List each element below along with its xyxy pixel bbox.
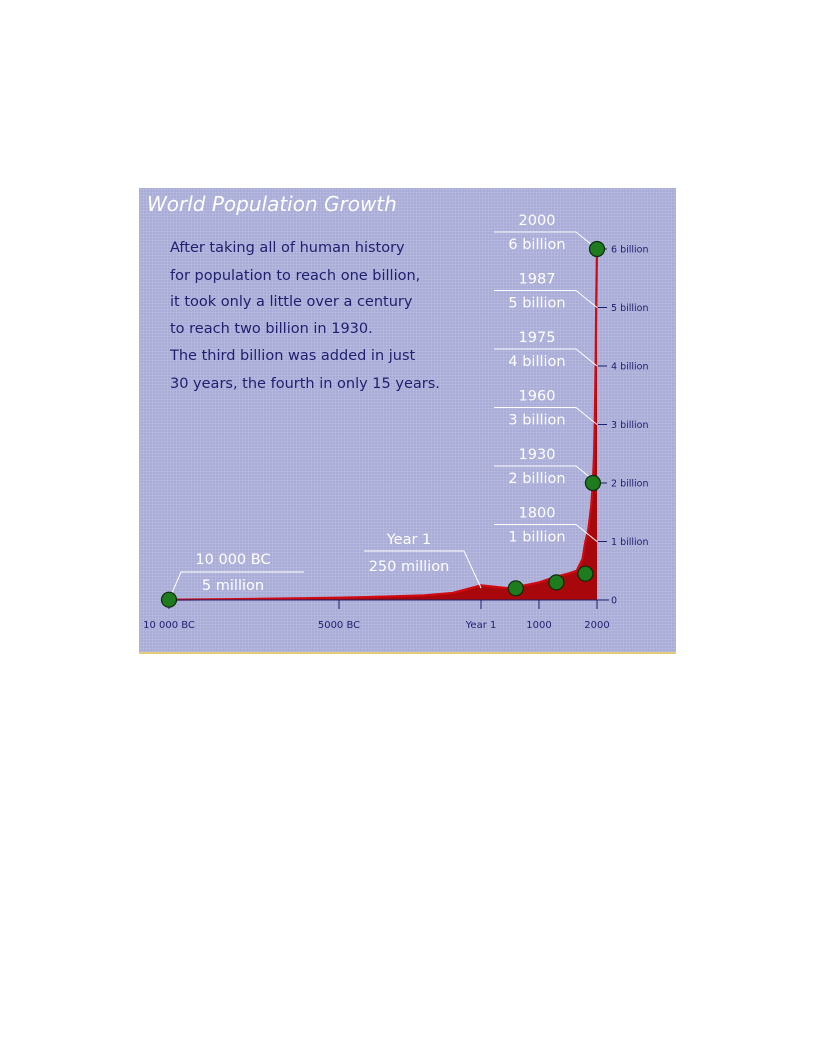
- x-tick-label: 1000: [526, 620, 552, 631]
- milestone-year-label: 1987: [518, 271, 556, 288]
- description-line: 30 years, the fourth in only 15 years.: [170, 376, 440, 392]
- population-marker: [549, 575, 564, 590]
- early-milestone-population-label: 250 million: [368, 559, 450, 575]
- early-milestone-year-label: 10 000 BC: [195, 552, 271, 568]
- milestone-population-label: 2 billion: [508, 471, 566, 487]
- milestone-year-label: 1930: [518, 447, 556, 463]
- x-tick-label: 2000: [584, 620, 610, 631]
- milestone-year-label: 2000: [518, 213, 556, 229]
- description-line: After taking all of human history: [170, 240, 405, 256]
- y-tick-label: 1 billion: [611, 537, 649, 548]
- description-paragraph: [169, 240, 440, 392]
- x-tick-label: 5000 BC: [317, 620, 361, 631]
- x-tick-label: Year 1: [465, 620, 497, 631]
- y-tick-label: 3 billion: [611, 420, 649, 431]
- chart-canvas: [139, 188, 676, 654]
- y-tick-label: 0: [611, 595, 618, 607]
- early-milestone-population-label: 5 million: [201, 578, 265, 594]
- population-marker: [162, 592, 177, 607]
- milestone-population-label: 5 billion: [508, 295, 566, 312]
- milestone-year-label: 1800: [518, 505, 556, 522]
- milestone-year-label: 1960: [518, 388, 556, 405]
- description-line: for population to reach one billion,: [170, 268, 421, 284]
- x-tick-label: 10 000 BC: [143, 620, 195, 631]
- milestone-population-label: 1 billion: [508, 529, 566, 546]
- milestone-year-label: 1975: [518, 330, 556, 346]
- milestone-population-label: 6 billion: [508, 237, 566, 253]
- milestone-population-label: 4 billion: [508, 354, 566, 370]
- description-line: to reach two billion in 1930.: [170, 321, 373, 337]
- world-population-chart: [139, 188, 676, 654]
- population-marker: [508, 581, 523, 596]
- description-line: The third billion was added in just: [170, 348, 416, 364]
- population-marker: [578, 566, 593, 581]
- chart-title: World Population Growth: [147, 192, 397, 216]
- population-marker: [585, 476, 600, 491]
- milestone-population-label: 3 billion: [508, 412, 566, 429]
- y-tick-label: 2 billion: [611, 478, 649, 490]
- early-milestone-year-label: Year 1: [386, 532, 432, 548]
- y-tick-label: 4 billion: [611, 361, 649, 373]
- y-tick-label: 6 billion: [611, 244, 649, 256]
- population-marker: [590, 242, 605, 257]
- y-tick-label: 5 billion: [611, 303, 649, 314]
- description-line: it took only a little over a century: [170, 294, 413, 310]
